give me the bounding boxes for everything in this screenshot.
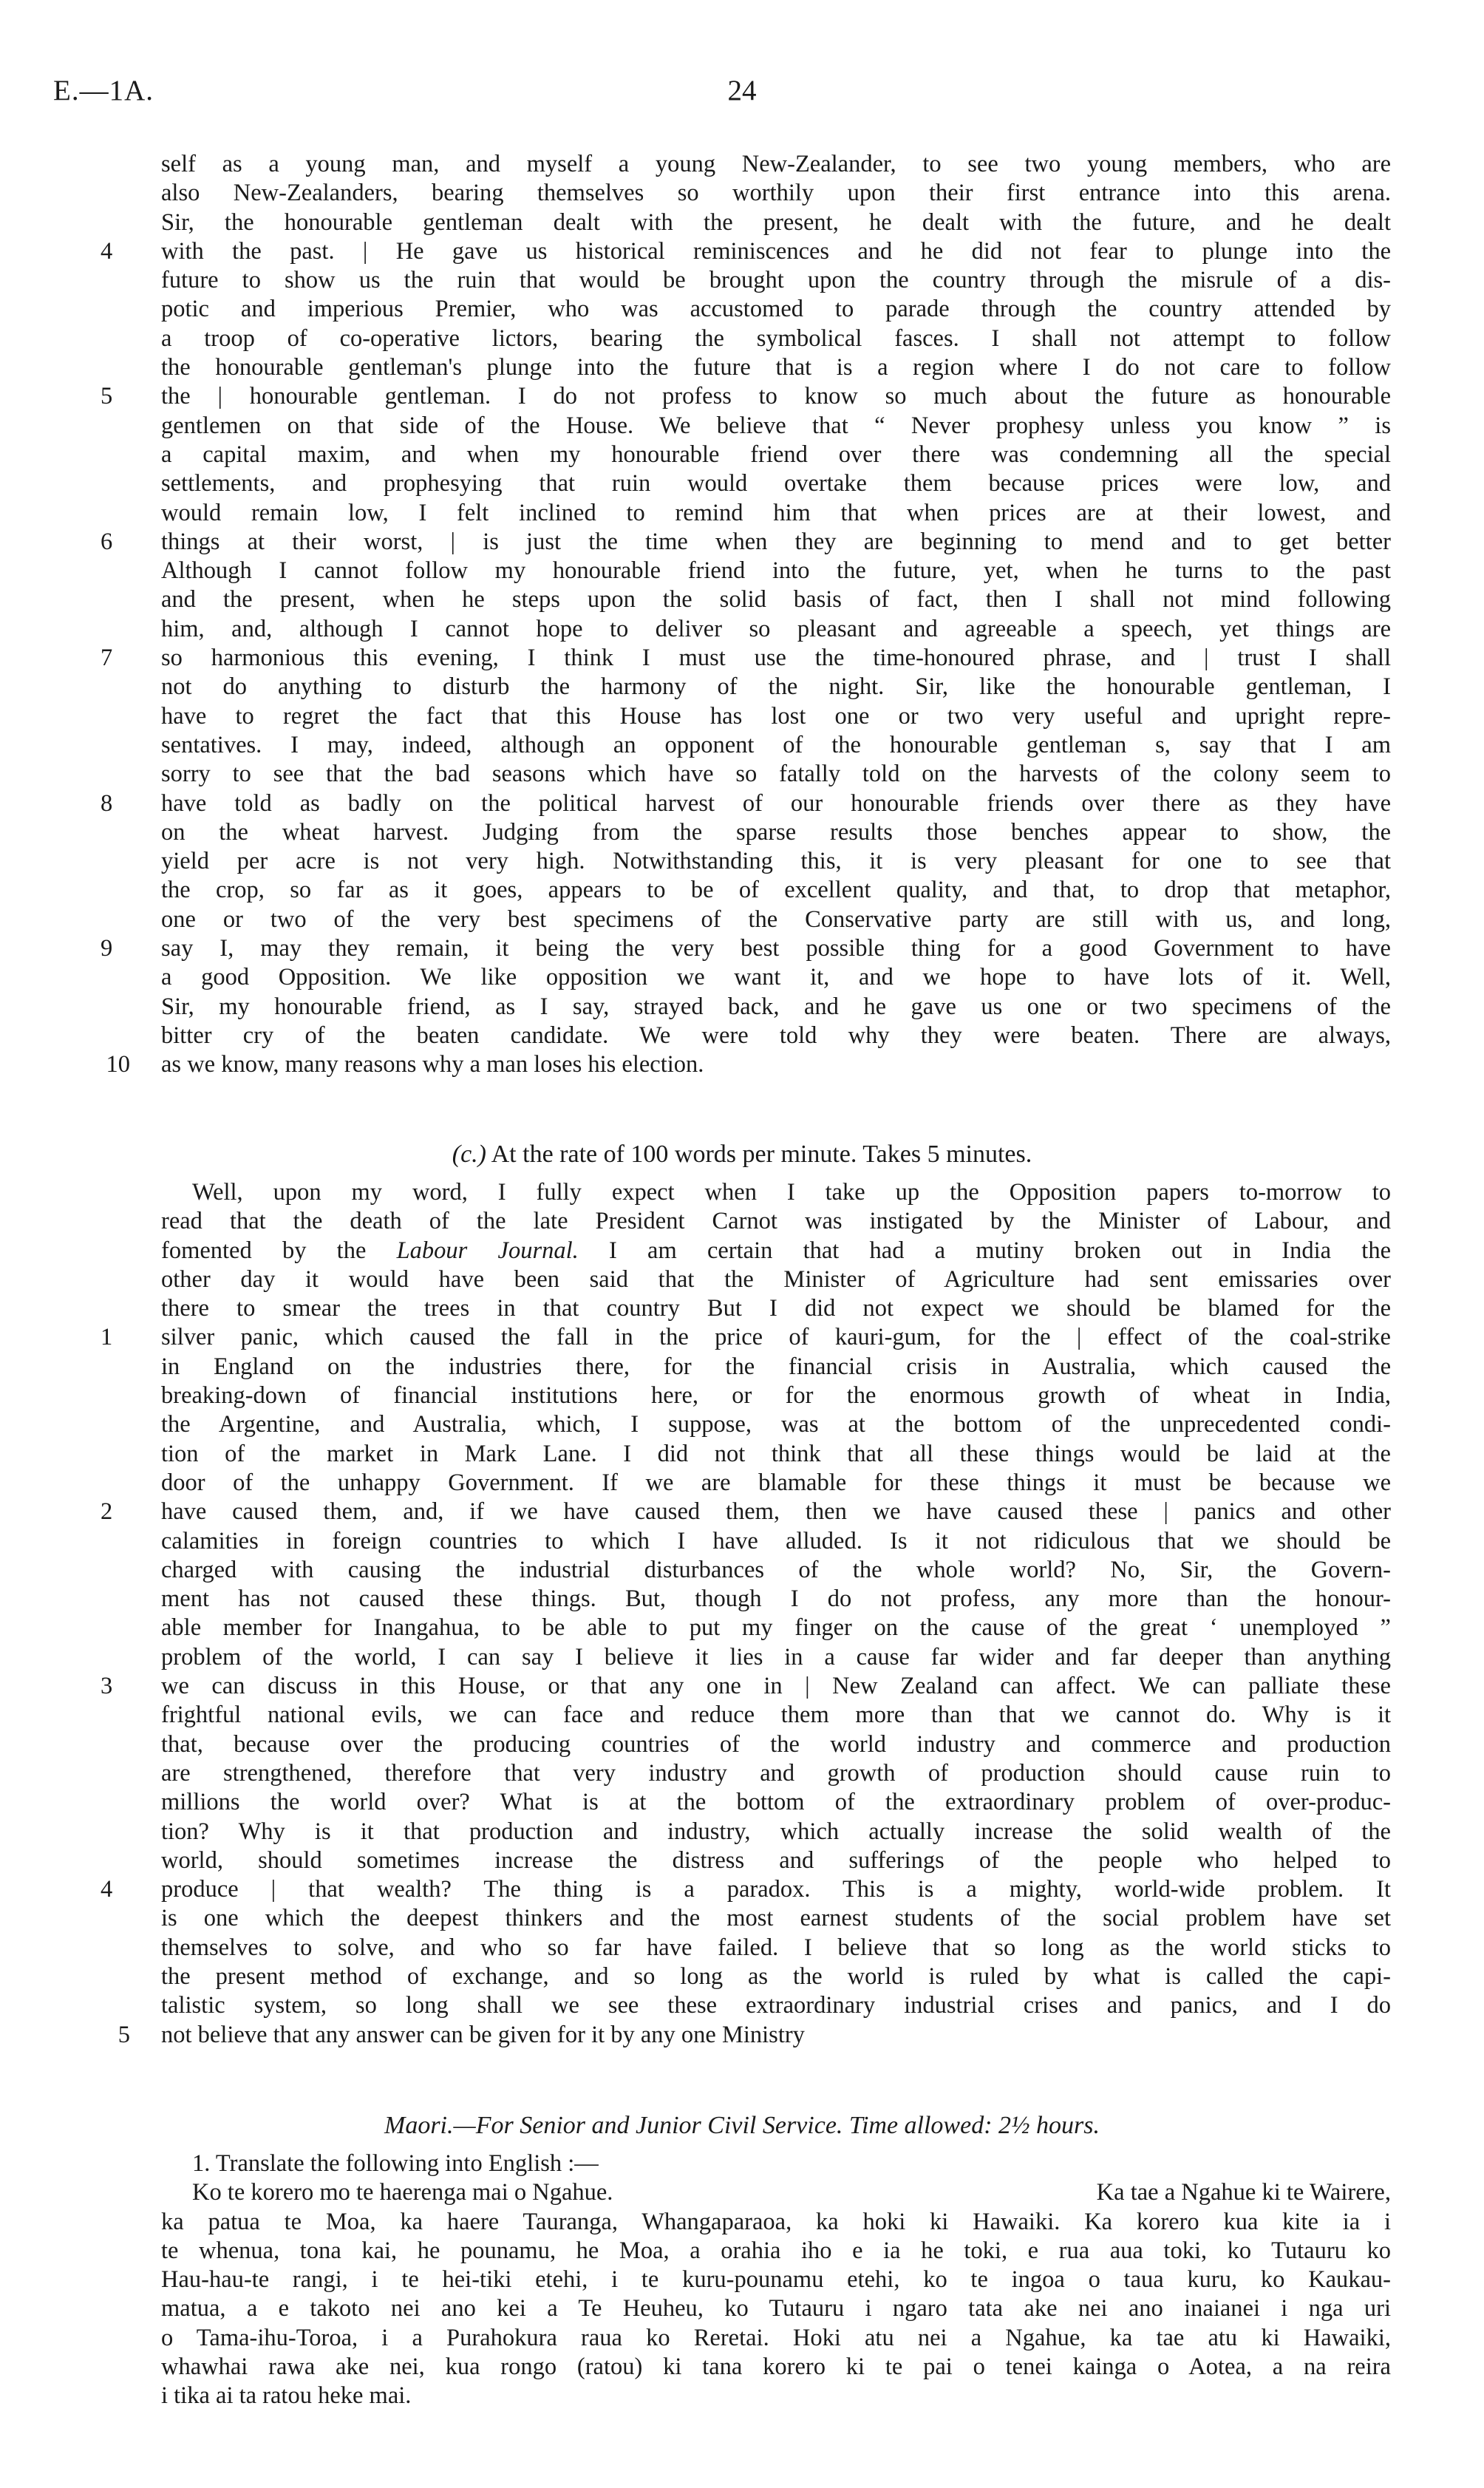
maori-first-line-right: Ka tae a Ngahue ki te Wairere,	[1096, 2179, 1391, 2206]
maori-line: o Tama-ihu-Toroa, i a Purahokura raua ko Reretai. Hoki atu nei a Ngahue, ka tae atu ki Hawaiki,	[161, 2324, 1391, 2351]
line-text: Well, upon my word, I fully expect when I take up the Opposition papers to-morrow to	[192, 1179, 1391, 1206]
line-text: the | honourable gentleman. I do not profess to know so much about the future as honourable	[161, 383, 1391, 410]
text-line	[161, 1846, 1391, 1875]
line-text: ment has not caused these things. But, though I do not profess, any more than the honour-	[161, 1585, 1391, 1613]
margin-number: 4	[101, 1876, 113, 1903]
text-line	[101, 789, 1391, 818]
line-text: so harmonious this evening, I think I must use the time-honoured phrase, and | trust I shall	[161, 645, 1391, 672]
text-line	[101, 1875, 1391, 1904]
text-line	[161, 731, 1391, 760]
section-c-heading	[0, 1141, 1484, 1169]
line-text: on the wheat harvest. Judging from the sparse results those benches appear to show, the	[161, 818, 1391, 846]
text-line	[161, 818, 1391, 847]
maori-line: whawhai rawa ake nei, kua rongo (ratou) ki tana korero ki te pai o tenei kainga o Aotea, a na reira	[161, 2353, 1391, 2381]
line-text: self as a young man, and myself a young New-Zealander, to see two young members, who are	[161, 151, 1391, 177]
margin-number: 5	[101, 383, 113, 410]
line-italic-text: Labour Journal.	[396, 1237, 579, 1264]
line-text: millions the world over? What is at the bottom of the extraordinary problem of over-produc-	[161, 1789, 1391, 1816]
text-line	[106, 1050, 1391, 1079]
line-text: fomented by the	[161, 1237, 397, 1264]
line-text: potic and imperious Premier, who was accustomed to parade through the country attended by	[161, 296, 1391, 323]
text-line	[101, 382, 1391, 411]
text-line	[161, 1178, 1391, 1207]
line-text: world, should sometimes increase the distress and sufferings of the people who helped to	[161, 1846, 1391, 1874]
text-line	[161, 441, 1391, 469]
line-text: a capital maxim, and when my honourable friend over there was condemning all the special	[161, 441, 1391, 468]
text-line	[161, 1962, 1391, 1991]
margin-number: 5	[118, 2021, 130, 2048]
line-text: future to show us the ruin that would be brought upon the country through the misrule of a dis-	[161, 267, 1391, 294]
margin-number: 2	[101, 1498, 113, 1526]
line-text: a troop of co-operative lictors, bearing the symbolical fasces. I shall not attempt to follow	[161, 324, 1391, 352]
maori-question: 1. Translate the following into English :—	[192, 2150, 599, 2177]
line-text: tion of the market in Mark Lane. I did not think that all these things would be laid at the	[161, 1440, 1391, 1467]
text-line	[161, 1788, 1391, 1817]
page-number: 24	[727, 75, 757, 106]
text-line	[161, 412, 1391, 441]
maori-last-line: i tika ai ta ratou heke mai.	[161, 2382, 412, 2410]
text-line	[161, 1527, 1391, 1556]
text-line	[101, 237, 1391, 266]
line-text: not believe that any answer can be given for it by any one Ministry	[161, 2021, 805, 2048]
line-text: talistic system, so long shall we see these extraordinary industrial crises and panics, and I do	[161, 1992, 1391, 2019]
line-text: settlements, and prophesying that ruin would overtake them because prices were low, and	[161, 470, 1391, 497]
line-text: not do anything to disturb the harmony of the night. Sir, like the honourable gentleman, I	[161, 673, 1391, 701]
text-line	[161, 1701, 1391, 1730]
maori-line: matua, a e takoto nei ano kei a Te Heuheu, ko Tutauru i ngaro tata ake nei ano inaianei i nga uri	[161, 2295, 1391, 2322]
line-text: silver panic, which caused the fall in the price of kauri-gum, for the | effect of the coal-strike	[161, 1324, 1391, 1351]
line-text: have told as badly on the political harvest of our honourable friends over there as they have	[161, 789, 1391, 817]
text-line	[161, 1410, 1391, 1439]
text-line	[161, 585, 1391, 614]
section-c-label: (c.)	[452, 1141, 486, 1168]
text-line	[161, 1353, 1391, 1381]
line-text: there to smear the trees in that country But I did not expect we should be blamed for the	[161, 1295, 1391, 1322]
line-text: themselves to solve, and who so far have failed. I believe that so long as the world sticks to	[161, 1934, 1391, 1961]
text-line	[161, 1556, 1391, 1585]
line-text: with the past. | He gave us historical reminiscences and he did not fear to plunge into the	[161, 237, 1391, 265]
maori-lines	[161, 2208, 1391, 2382]
line-text: the present method of exchange, and so long as the world is ruled by what is called the capi-	[161, 1963, 1391, 1991]
text-line	[161, 324, 1391, 353]
margin-number: 3	[101, 1673, 113, 1700]
text-line	[161, 1207, 1391, 1236]
text-line	[161, 353, 1391, 382]
line-text: and the present, when he steps upon the solid basis of fact, then I shall not mind following	[161, 586, 1391, 613]
line-text: Sir, the honourable gentleman dealt with the present, he dealt with the future, and he dealt	[161, 208, 1391, 236]
text-line	[101, 1323, 1391, 1352]
passage-c	[101, 1178, 1392, 2050]
line-text: have to regret the fact that this House has lost one or two very useful and upright repre-	[161, 702, 1391, 730]
text-line	[101, 1672, 1391, 1701]
maori-heading: Maori.—For Senior and Junior Civil Service. Time allowed: 2½ hours.	[384, 2112, 1100, 2139]
maori-first-line	[161, 2178, 1391, 2207]
text-line	[161, 1991, 1391, 2020]
margin-number: 1	[101, 1324, 113, 1351]
line-text: breaking-down of financial institutions here, or for the enormous growth of wheat in India,	[161, 1382, 1391, 1410]
text-line	[161, 266, 1391, 295]
line-text: bitter cry of the beaten candidate. We were told why they were beaten. There are always,	[161, 1022, 1391, 1049]
text-line	[161, 1934, 1391, 1962]
text-line	[161, 208, 1391, 237]
text-line	[101, 528, 1391, 557]
margin-number: 6	[101, 528, 113, 555]
text-line	[118, 2021, 1391, 2050]
line-text: as we know, many reasons why a man loses his election.	[161, 1051, 704, 1078]
maori-line: Hau-hau-te rangi, i te hei-tiki etehi, i te kuru-pounamu etehi, ko te ingoa o taua kuru, ko Kaukau-	[161, 2266, 1391, 2294]
text-line	[101, 934, 1391, 963]
line-text: other day it would have been said that the Minister of Agriculture had sent emissaries over	[161, 1265, 1391, 1293]
line-text: is one which the deepest thinkers and the most earnest students of the social problem have set	[161, 1905, 1391, 1932]
line-text: gentlemen on that side of the House. We believe that “ Never prophesy unless you know ” is	[161, 412, 1391, 439]
line-text: door of the unhappy Government. If we are blamable for these things it must be because we	[161, 1469, 1391, 1496]
maori-first-line-left: Ko te korero mo te haerenga mai o Ngahue.	[192, 2179, 613, 2206]
margin-number: 7	[101, 645, 113, 672]
text-line	[161, 1614, 1391, 1642]
section-c-heading-text: At the rate of 100 words per minute. Takes 5 minutes.	[486, 1141, 1032, 1168]
line-text: say I, may they remain, it being the very best possible thing for a good Government to have	[161, 935, 1391, 962]
page-header	[0, 74, 1484, 118]
line-text: in England on the industries there, for the financial crisis in Australia, which caused the	[161, 1353, 1391, 1380]
line-text: frightful national evils, we can face and reduce them more than that we cannot do. Why is it	[161, 1702, 1391, 1729]
text-line	[161, 1730, 1391, 1759]
text-line	[161, 1643, 1391, 1672]
text-line	[161, 963, 1391, 992]
line-text: calamities in foreign countries to which I have alluded. Is it not ridiculous that we should be	[161, 1527, 1391, 1554]
text-line	[161, 1469, 1391, 1498]
maori-line: te whenua, tona kai, he pounamu, he Moa, a orahia iho e ia he toki, e rua aua toki, ko Tutauru ko	[161, 2237, 1391, 2264]
line-text: charged with causing the industrial disturbances of the whole world? No, Sir, the Govern-	[161, 1556, 1391, 1583]
line-text: also New-Zealanders, bearing themselves so worthily upon their first entrance into this arena.	[161, 180, 1391, 207]
line-text: yield per acre is not very high. Notwithstanding this, it is very pleasant for one to see that	[161, 848, 1391, 875]
line-text-rest: I am certain that had a mutiny broken out in India the	[578, 1237, 1392, 1264]
text-line	[161, 1904, 1391, 1933]
text-line	[101, 1498, 1391, 1526]
text-line	[161, 760, 1391, 789]
text-line	[161, 1585, 1391, 1614]
line-text: a good Opposition. We like opposition we want it, and we hope to have lots of it. Well,	[161, 964, 1391, 991]
line-text: problem of the world, I can say I believe it lies in a cause far wider and far deeper than anything	[161, 1643, 1391, 1670]
document-id: E.—1A.	[53, 75, 154, 106]
text-line	[161, 1759, 1391, 1788]
text-line	[161, 469, 1391, 498]
text-line	[161, 1818, 1391, 1846]
line-text: have caused them, and, if we have caused them, then we have caused these | panics and other	[161, 1498, 1391, 1526]
line-text: sentatives. I may, indeed, although an opponent of the honourable gentleman s, say that I am	[161, 731, 1391, 758]
text-line	[101, 644, 1391, 673]
text-line	[161, 905, 1391, 934]
passage-b	[101, 150, 1391, 1080]
text-line	[161, 1294, 1391, 1323]
text-line	[161, 1022, 1391, 1050]
text-line	[161, 1237, 1391, 1265]
line-text: him, and, although I cannot hope to deliver so pleasant and agreeable a speech, yet things are	[161, 615, 1391, 642]
line-text: Although I cannot follow my honourable friend into the future, yet, when he turns to the past	[161, 557, 1391, 585]
text-line	[161, 993, 1391, 1022]
line-text: Sir, my honourable friend, as I say, strayed back, and he gave us one or two specimens of the	[161, 993, 1391, 1020]
text-line	[161, 1381, 1391, 1410]
line-text: read that the death of the late President Carnot was instigated by the Minister of Labour, and	[161, 1208, 1391, 1235]
maori-line: ka patua te Moa, ka haere Tauranga, Whangaparaoa, ka hoki ki Hawaiki. Ka korero kua kite ia i	[161, 2208, 1391, 2235]
text-line	[161, 702, 1391, 731]
text-line	[161, 876, 1391, 905]
margin-number: 4	[101, 237, 113, 265]
text-line	[161, 1265, 1391, 1294]
margin-number: 9	[101, 935, 113, 962]
text-line	[161, 179, 1391, 208]
line-text: we can discuss in this House, or that any one in | New Zealand can affect. We can palliate these	[161, 1673, 1391, 1700]
text-line	[161, 847, 1391, 876]
text-line	[161, 499, 1391, 528]
line-text: things at their worst, | is just the time when they are beginning to mend and to get better	[161, 528, 1391, 555]
line-text: tion? Why is it that production and industry, which actually increase the solid wealth of the	[161, 1818, 1391, 1845]
line-text: sorry to see that the bad seasons which have so fatally told on the harvests of the colony seem to	[161, 761, 1391, 788]
text-line	[161, 557, 1391, 585]
text-line	[161, 1440, 1391, 1469]
line-text: one or two of the very best specimens of the Conservative party are still with us, and long,	[161, 905, 1391, 933]
line-text: produce | that wealth? The thing is a paradox. This is a mighty, world-wide problem. It	[161, 1876, 1391, 1903]
line-text: the honourable gentleman's plunge into the future that is a region where I do not care to follow	[161, 354, 1391, 381]
line-text: able member for Inangahua, to be able to put my finger on the cause of the great ‘ unemployed ”	[161, 1614, 1391, 1642]
margin-number: 10	[106, 1051, 130, 1078]
line-text: are strengthened, therefore that very industry and growth of production should cause ruin to	[161, 1759, 1391, 1787]
text-line	[161, 295, 1391, 324]
text-line	[161, 150, 1391, 179]
margin-number: 8	[101, 789, 113, 817]
line-text: the Argentine, and Australia, which, I suppose, was at the bottom of the unprecedented condi-	[161, 1411, 1391, 1438]
line-text: that, because over the producing countries of the world industry and commerce and production	[161, 1730, 1391, 1758]
line-text: the crop, so far as it goes, appears to be of excellent quality, and that, to drop that metaphor,	[161, 877, 1391, 904]
text-line	[161, 615, 1391, 644]
text-line	[161, 673, 1391, 701]
maori-passage	[161, 2149, 1391, 2411]
line-text: would remain low, I felt inclined to remind him that when prices are at their lowest, and	[161, 499, 1391, 526]
